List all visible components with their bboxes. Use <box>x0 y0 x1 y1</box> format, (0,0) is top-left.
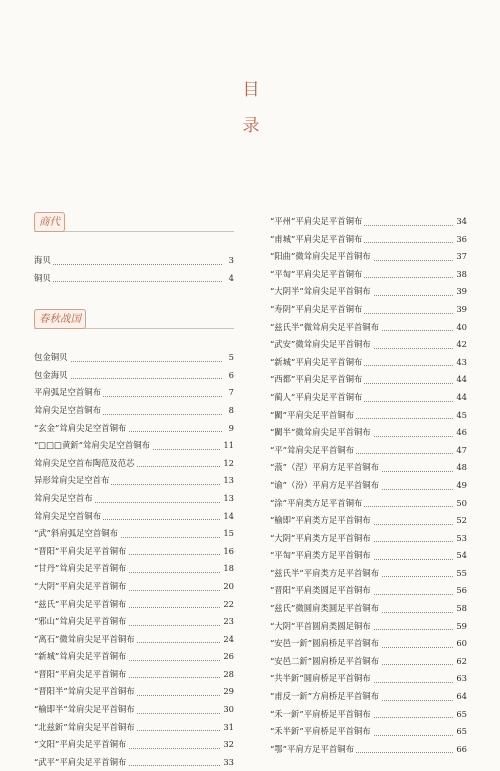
section-heading <box>34 212 234 232</box>
toc-entry-page: 6 <box>227 367 234 385</box>
toc-entry-page: 45 <box>454 407 467 425</box>
toc-entry[interactable] <box>270 442 467 460</box>
toc-entry-page: 15 <box>221 525 234 543</box>
toc-entry[interactable] <box>34 736 234 754</box>
toc-entry-page: 18 <box>221 560 234 578</box>
toc-entry-title: “大阴”平首圆肩类圆足铜布 <box>270 620 371 631</box>
toc-entry-title: “兹氏半”微耸肩尖足平首铜布 <box>270 321 380 332</box>
toc-entry-page: 7 <box>227 384 234 402</box>
toc-entry-title: “武”斜肩弧足空首铜布 <box>34 528 118 539</box>
toc-entry-page: 60 <box>454 635 467 653</box>
toc-entry[interactable] <box>34 648 234 666</box>
toc-entry-page: 31 <box>221 719 234 737</box>
toc-entry-title: 平肩弧足空首铜布 <box>34 387 101 398</box>
toc-entry[interactable] <box>270 213 467 231</box>
toc-entry[interactable] <box>270 371 467 389</box>
toc-entry[interactable] <box>270 582 467 600</box>
toc-entry-title: “玄金”耸肩尖足空首铜布 <box>34 422 127 433</box>
page-title <box>236 72 266 144</box>
toc-entry[interactable] <box>34 683 234 701</box>
toc-entry-page: 63 <box>454 670 467 688</box>
toc-entry[interactable] <box>270 319 467 337</box>
toc-entry-page: 43 <box>454 354 467 372</box>
toc-entry-title: “邪山”耸肩尖足平首铜布 <box>34 616 127 627</box>
toc-entry-page: 52 <box>454 512 467 530</box>
toc-entry-title: “安邑一釿”圆肩桥足平首铜布 <box>270 638 380 649</box>
toc-entry-page: 62 <box>454 653 467 671</box>
toc-entry[interactable] <box>270 389 467 407</box>
title-char-1: 目 <box>242 80 260 100</box>
toc-entry[interactable] <box>270 512 467 530</box>
toc-entry[interactable] <box>270 231 467 249</box>
toc-entry-page: 23 <box>221 613 234 631</box>
section-heading-label: 商代 <box>34 212 65 232</box>
toc-entry-title: “平州”平肩尖足平首铜布 <box>270 216 363 226</box>
toc-entry-page: 30 <box>221 701 234 719</box>
toc-entry[interactable] <box>34 472 234 490</box>
toc-entry-page: 55 <box>454 565 467 583</box>
toc-entry-title: “涂”平肩类方足平首铜布 <box>270 497 363 508</box>
toc-entry[interactable] <box>34 490 234 508</box>
toc-entry[interactable] <box>34 754 234 771</box>
toc-entry[interactable] <box>34 701 234 719</box>
toc-entry[interactable] <box>34 631 234 649</box>
toc-entry-title: “禾一釿”平肩桥足平首铜布 <box>270 708 371 719</box>
toc-entry-page: 39 <box>454 283 467 301</box>
toc-entry-title: “平”耸肩尖足平首铜布 <box>270 444 354 455</box>
toc-entry[interactable] <box>34 525 234 543</box>
toc-entry-title: “甫城”平肩尖足平首铜布 <box>270 233 363 244</box>
toc-entry-title: “谕”（汾）平肩方足平首铜布 <box>270 479 380 490</box>
toc-entry[interactable] <box>34 349 234 367</box>
toc-entry-page: 16 <box>221 543 234 561</box>
toc-entry-page: 66 <box>454 741 467 759</box>
toc-entry-title: 包金海贝 <box>34 369 68 380</box>
toc-entry[interactable] <box>34 560 234 578</box>
toc-entry-page: 58 <box>454 600 467 618</box>
toc-entry[interactable] <box>270 424 467 442</box>
section-gap <box>34 287 234 309</box>
toc-entry-page: 14 <box>221 508 234 526</box>
toc-entry-title: “武平”平肩尖足平首铜布 <box>34 756 127 767</box>
toc-entry-title: “西都”平肩尖足平首铜布 <box>270 374 363 385</box>
toc-entry-title: 耸肩尖足空首铜布 <box>34 510 101 521</box>
toc-entry[interactable] <box>34 420 234 438</box>
toc-entry-title: “阳曲”微耸肩尖足平首铜布 <box>270 251 371 262</box>
toc-entry-page: 49 <box>454 477 467 495</box>
toc-entry-page: 24 <box>221 631 234 649</box>
toc-entry-page: 39 <box>454 301 467 319</box>
toc-entry[interactable] <box>34 596 234 614</box>
toc-entry-title: 铜贝 <box>34 272 51 283</box>
section-heading-label: 春秋战国 <box>34 309 86 329</box>
toc-entry-title: “离石”微耸肩尖足平首铜布 <box>34 633 135 644</box>
toc-entry[interactable] <box>34 270 234 288</box>
toc-entry-page: 34 <box>454 213 467 231</box>
toc-entry-title: “晋阳”平肩类圆足平首铜布 <box>270 585 371 596</box>
toc-entry-title: “大阴半”耸肩尖足平首铜布 <box>270 286 371 297</box>
toc-entry-page: 46 <box>454 424 467 442</box>
toc-left-column <box>34 212 234 771</box>
toc-entry[interactable] <box>270 723 467 741</box>
toc-entry[interactable] <box>270 336 467 354</box>
toc-entry-page: 22 <box>221 596 234 614</box>
toc-entry[interactable] <box>270 459 467 477</box>
toc-entry[interactable] <box>270 547 467 565</box>
toc-entry-page: 12 <box>221 455 234 473</box>
toc-entry-page: 33 <box>221 754 234 771</box>
toc-entry[interactable] <box>34 543 234 561</box>
toc-entry[interactable] <box>34 437 234 455</box>
toc-entry-title: “兹氏”平肩尖足平首铜布 <box>34 598 127 609</box>
toc-entry[interactable] <box>270 248 467 266</box>
toc-entry-page: 47 <box>454 442 467 460</box>
toc-entry[interactable] <box>270 635 467 653</box>
toc-entry-title: “晋阳半”耸肩尖足平首铜布 <box>34 686 135 697</box>
toc-entry-title: “蔺人”平肩尖足平首铜布 <box>270 391 363 402</box>
toc-entry-page: 26 <box>221 648 234 666</box>
toc-entry[interactable] <box>270 407 467 425</box>
toc-entry-title: “武安”微耸肩尖足平首铜布 <box>270 339 371 350</box>
toc-entry-title: 异形耸肩尖足空首布 <box>34 475 110 486</box>
toc-entry-page: 9 <box>227 420 234 438</box>
toc-entry[interactable] <box>34 666 234 684</box>
toc-entry-title: “北兹釿”耸肩尖足平首铜布 <box>34 721 135 732</box>
toc-entry[interactable] <box>270 670 467 688</box>
toc-entry-page: 64 <box>454 688 467 706</box>
toc-entry-page: 59 <box>454 618 467 636</box>
title-char-2: 录 <box>242 116 260 136</box>
toc-entry-page: 65 <box>454 723 467 741</box>
dot-leader <box>34 264 222 265</box>
toc-entry-title: “榆即”平肩类方足平首铜布 <box>270 515 371 526</box>
toc-entry-title: “文阳”平肩尖足平首铜布 <box>34 739 127 750</box>
toc-entry-title: “新城”耸肩尖足平首铜布 <box>34 651 127 662</box>
toc-entry-page: 36 <box>454 231 467 249</box>
toc-entry-page: 40 <box>454 319 467 337</box>
toc-entry[interactable] <box>34 719 234 737</box>
toc-entry-page: 11 <box>221 437 234 455</box>
toc-entry[interactable] <box>270 283 467 301</box>
toc-entry-page: 20 <box>221 578 234 596</box>
toc-entry[interactable] <box>270 530 467 548</box>
toc-entry[interactable] <box>270 495 467 513</box>
toc-entry[interactable] <box>34 367 234 385</box>
toc-entry[interactable] <box>270 653 467 671</box>
toc-entry-title: 海贝 <box>34 255 51 265</box>
toc-entry-page: 8 <box>227 402 234 420</box>
toc-entry-title: “甘丹”耸肩尖足平首铜布 <box>34 563 127 574</box>
toc-entry-title: 耸肩尖足空首布 <box>34 492 93 503</box>
toc-entry[interactable] <box>270 477 467 495</box>
toc-entry-page: 54 <box>454 547 467 565</box>
toc-entry[interactable] <box>270 354 467 372</box>
toc-entry-page: 37 <box>454 248 467 266</box>
toc-entry[interactable] <box>34 455 234 473</box>
toc-entry-page: 44 <box>454 389 467 407</box>
toc-entry[interactable] <box>270 688 467 706</box>
section-heading <box>34 309 234 329</box>
toc-entry[interactable] <box>34 578 234 596</box>
toc-entry-title: “禾半釿”平肩桥足平首铜布 <box>270 726 371 737</box>
toc-entry-page: 5 <box>227 349 234 367</box>
toc-entry-title: 耸肩尖足空首布陶范及范芯 <box>34 457 135 468</box>
toc-entry[interactable] <box>34 402 234 420</box>
toc-entry-page: 29 <box>221 683 234 701</box>
toc-entry-page: 56 <box>454 582 467 600</box>
toc-entry-title: “寿阴”平肩尖足平首铜布 <box>270 303 363 314</box>
toc-entry[interactable] <box>270 600 467 618</box>
toc-entry[interactable] <box>270 706 467 724</box>
toc-entry-page: 48 <box>454 459 467 477</box>
toc-entry[interactable] <box>34 384 234 402</box>
toc-entry-title: “共半釿”圆肩桥足平首铜布 <box>270 673 371 684</box>
toc-entry-title: 耸肩尖足空首铜布 <box>34 404 101 415</box>
toc-entry[interactable] <box>270 565 467 583</box>
toc-entry-title: “甫反一釿”方肩桥足平首铜布 <box>270 691 380 702</box>
dot-leader <box>34 281 222 282</box>
toc-entry-page: 50 <box>454 495 467 513</box>
toc-entry[interactable] <box>270 301 467 319</box>
toc-entry[interactable] <box>34 508 234 526</box>
toc-entry-title: “兹氏半”平肩类方足平首铜布 <box>270 567 380 578</box>
toc-entry-page: 4 <box>227 270 234 288</box>
toc-entry-page: 32 <box>221 736 234 754</box>
toc-entry-page: 65 <box>454 706 467 724</box>
toc-entry-page: 3 <box>227 252 234 270</box>
toc-entry-page: 53 <box>454 530 467 548</box>
toc-entry-title: “榆即半”耸肩尖足平首铜布 <box>34 704 135 715</box>
toc-entry-title: “新城”平肩尖足平首铜布 <box>270 356 363 367</box>
toc-entry-title: “鄂”平肩方足平首铜布 <box>270 743 354 754</box>
toc-entry[interactable] <box>270 741 467 759</box>
toc-entry[interactable] <box>34 252 234 270</box>
toc-entry-page: 44 <box>454 371 467 389</box>
toc-entry-page: 38 <box>454 266 467 284</box>
toc-entry[interactable] <box>270 618 467 636</box>
toc-entry-title: “晋阳”平肩尖足平首铜布 <box>34 545 127 556</box>
toc-entry-page: 42 <box>454 336 467 354</box>
toc-entry-title: 包金铜贝 <box>34 352 68 363</box>
toc-entry[interactable] <box>270 266 467 284</box>
toc-entry-title: “安邑二釿”圆肩桥足平首铜布 <box>270 655 380 666</box>
toc-entry-title: “閵半”微耸肩尖足平首铜布 <box>270 427 371 438</box>
toc-entry-title: “閵”平肩尖足平首铜布 <box>270 409 354 420</box>
toc-entry-title: “大阴”平肩尖足平首铜布 <box>34 580 127 591</box>
toc-right-column <box>270 213 467 758</box>
toc-entry-title: “晋阳”平肩尖足平首铜布 <box>34 668 127 679</box>
toc-entry-title: “平匋”平肩类方足平首铜布 <box>270 550 371 561</box>
toc-entry-title: “□□□黄釿”耸肩尖足空首铜布 <box>34 440 151 451</box>
toc-entry-title: “平匋”平肩尖足平首铜布 <box>270 268 363 279</box>
toc-entry-title: “大阴”平肩类方足平首铜布 <box>270 532 371 543</box>
toc-entry-page: 28 <box>221 666 234 684</box>
toc-entry-page: 13 <box>221 472 234 490</box>
toc-entry[interactable] <box>34 613 234 631</box>
toc-entry-title: “蒗”（涅）平肩方足平首铜布 <box>270 462 380 473</box>
toc-entry-title: “兹氏”微圆肩类圆足平首铜布 <box>270 603 380 614</box>
toc-entry-page: 13 <box>221 490 234 508</box>
